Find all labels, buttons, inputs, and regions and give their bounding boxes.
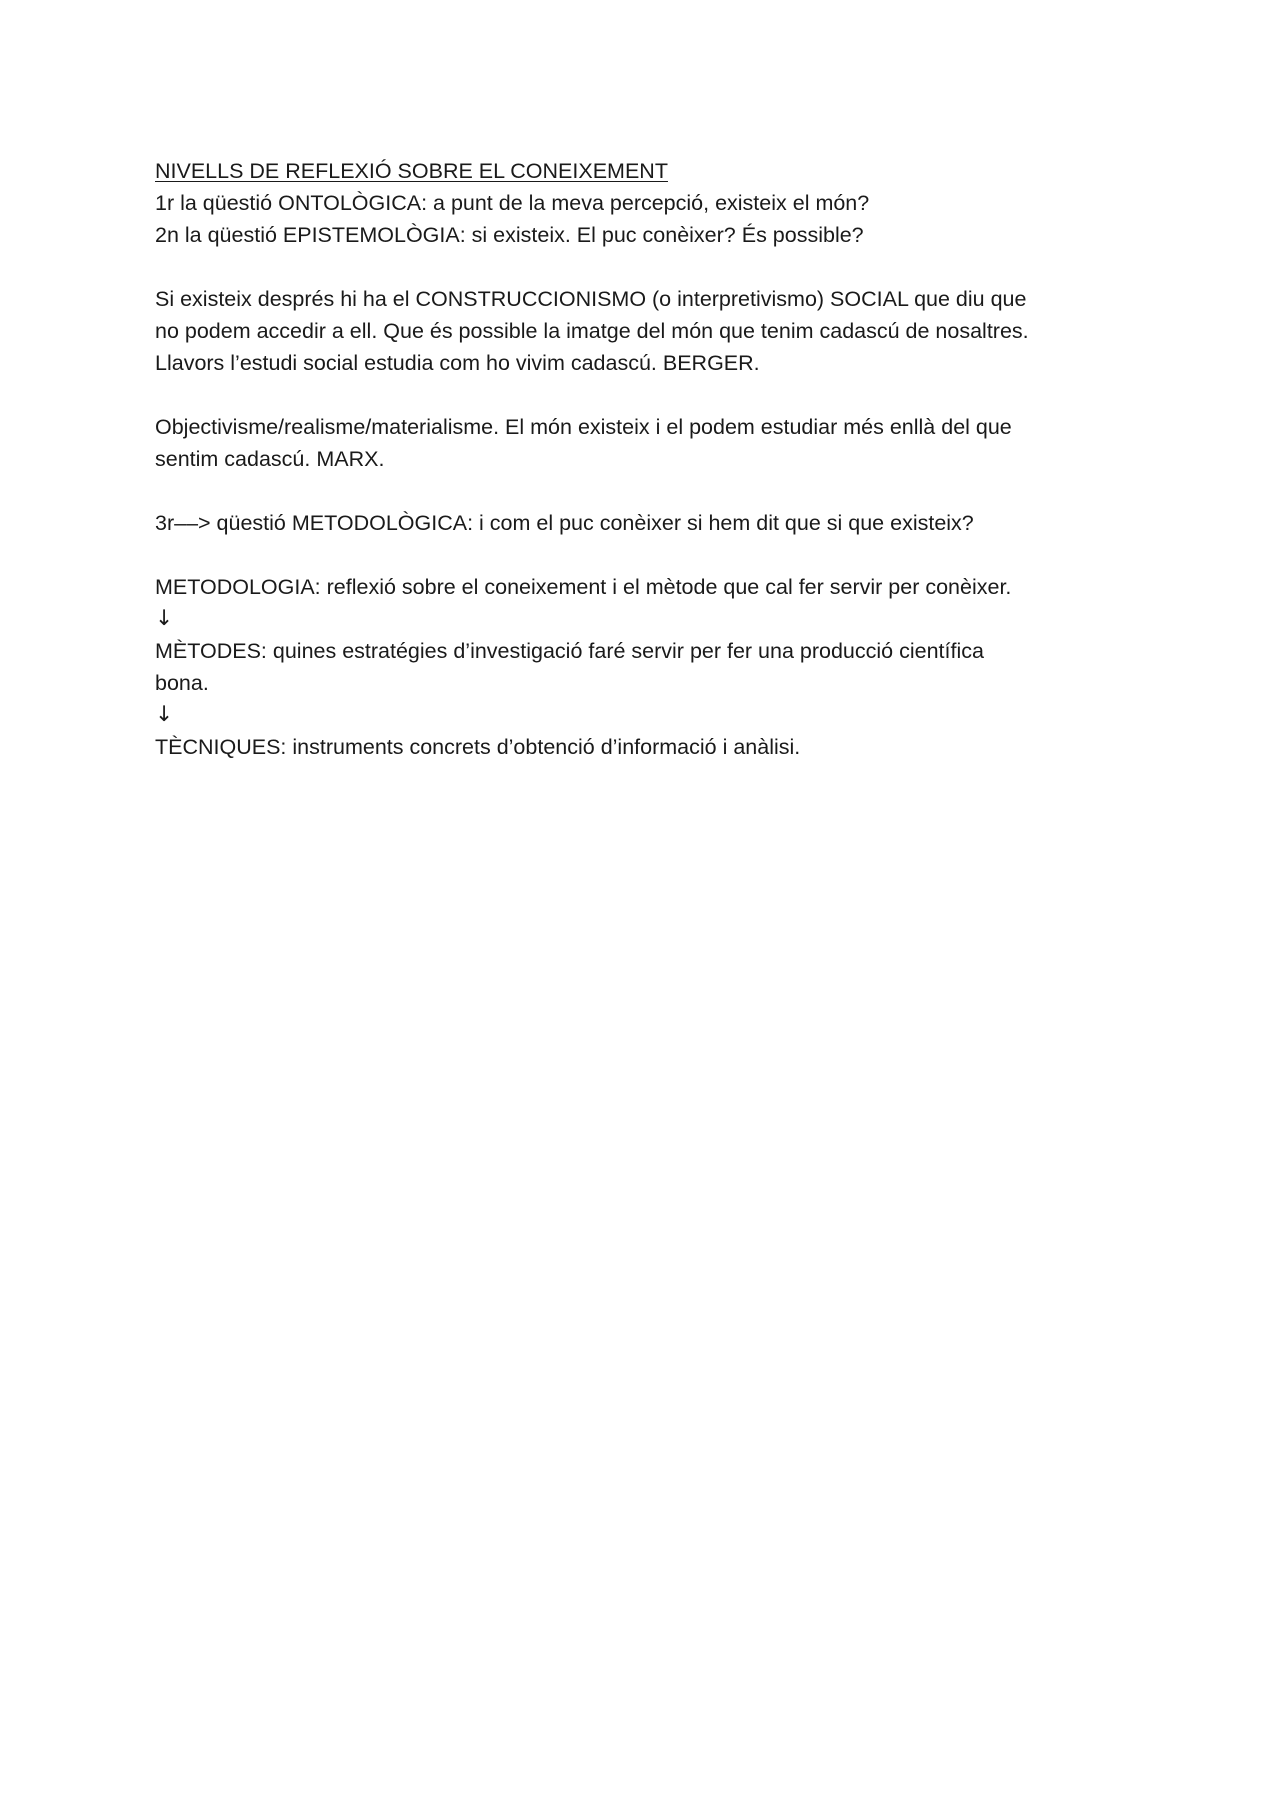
tecniques-definition: TÈCNIQUES: instruments concrets d’obtenció d’informació i anàlisi. [155,735,801,759]
metodes-definition-line: MÈTODES: quines estratégies d’investigació faré servir per fer una producció científica [155,639,984,663]
paragraph-constructionism-line: Llavors l’estudi social estudia com ho vivim cadascú. BERGER. [155,351,760,375]
question-ontological: 1r la qüestió ONTOLÒGICA: a punt de la meva percepció, existeix el món? [155,191,870,215]
spacer [155,379,1135,411]
down-arrow-icon: ↓ [155,702,174,727]
paragraph-constructionism-line: Si existeix després hi ha el CONSTRUCCIONISMO (o interpretivismo) SOCIAL que diu que [155,287,1027,311]
spacer [155,475,1135,507]
spacer [155,251,1135,283]
down-arrow-icon: ↓ [155,606,174,631]
metodes-definition-line: bona. [155,671,209,695]
metodologia-definition: METODOLOGIA: reflexió sobre el coneixement i el mètode que cal fer servir per conèixer. [155,575,1012,599]
paragraph-constructionism-line: no podem accedir a ell. Que és possible la imatge del món que tenim cadascú de nosaltres. [155,319,1029,343]
paragraph-objectivism-line: Objectivisme/realisme/materialisme. El món existeix i el podem estudiar més enllà del que [155,415,1012,439]
paragraph-objectivism-line: sentim cadascú. MARX. [155,447,385,471]
question-methodological: 3r––> qüestió METODOLÒGICA: i com el puc conèixer si hem dit que si que existeix? [155,511,974,535]
document-title: NIVELLS DE REFLEXIÓ SOBRE EL CONEIXEMENT [155,159,668,183]
document-body [155,155,1135,763]
question-epistemological: 2n la qüestió EPISTEMOLÒGIA: si existeix. El puc conèixer? És possible? [155,223,864,247]
spacer [155,539,1135,571]
